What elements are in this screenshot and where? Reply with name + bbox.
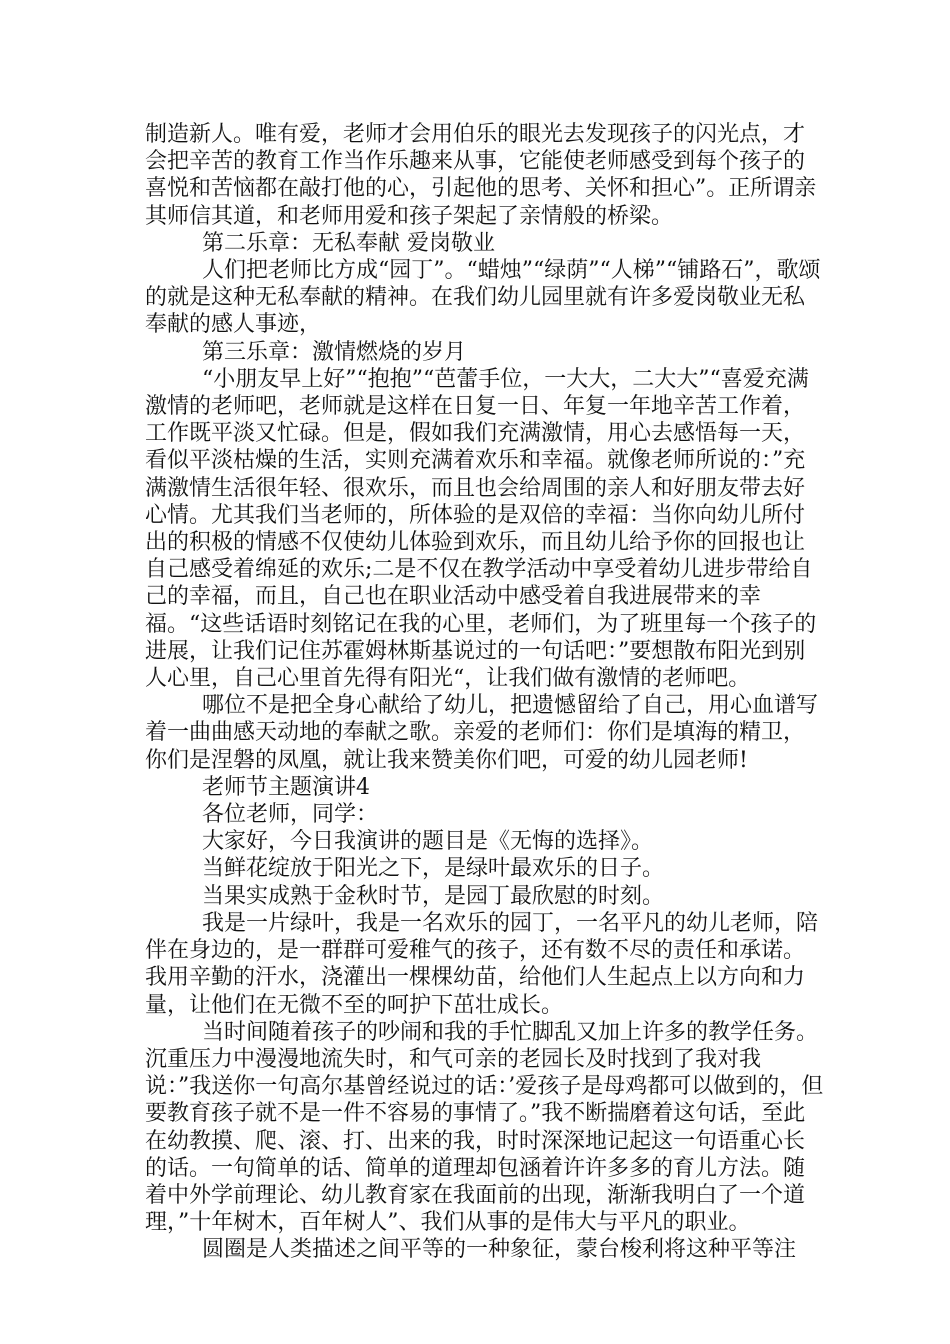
paragraph-10: 圆圈是人类描述之间平等的一种象征，蒙台梭利将这种平等注 xyxy=(202,1237,797,1263)
paragraph-3: “小朋友早上好”“抱抱”“芭蕾手位，一大大，二大大”“喜爱充满激情的老师吧，老师就是这样在日复一日、年复一年地辛苦工作着，工作既平淡又忙碌。但是，假如我们充满激情，用心去感悟每一天，看似平淡枯燥的生活，实则充满着欢乐和幸福。就像老师所说的：”充满激情生活很年轻、很欢乐，而且也会给周围的亲人和好朋友带去好心情。尤其我们当老师的，所体验的是双倍的幸福：当你向幼儿所付出的积极的情感不仅使幼儿体验到欢乐，而且幼儿给予你的回报也让自己感受着绵延的欢乐;二是不仅在教学活动中享受着幼儿进步带给自己的幸福，而且，自己也在职业活动中感受着自我进展带来的幸福。“这些话语时刻铭记在我的心里，老师们，为了班里每一个孩子的进展，让我们记住苏霍姆林斯基说过的一句话吧：”要想散布阳光到别人心里，自己心里首先得有阳光“，让我们做有激情的老师吧。 xyxy=(145,366,817,692)
paragraph-7: 当果实成熟于金秋时节，是园丁最欣慰的时刻。 xyxy=(202,883,665,909)
paragraph-4: 哪位不是把全身心献给了幼儿，把遗憾留给了自己，用心血谱写着一曲曲感天动地的奉献之歌。亲爱的老师们：你们是填海的精卫，你们是涅磐的凤凰，就让我来赞美你们吧，可爱的幼儿园老师! xyxy=(145,693,819,773)
document-body xyxy=(145,121,825,1264)
salutation: 各位老师，同学： xyxy=(202,802,379,828)
paragraph-9: 当时间随着孩子的吵闹和我的手忙脚乱又加上许多的教学任务。沉重压力中漫漫地流失时，和气可亲的老园长及时找到了我对我说：”我送你一句高尔基曾经说过的话：’爱孩子是母鸡都可以做到的，但要教育孩子就不是一件不容易的事情了。”我不断揣磨着这句话，至此在幼教摸、爬、滚、打、出来的我，时时深深地记起这一句语重心长的话。一句简单的话、简单的道理却包涵着许许多多的育儿方法。随着中外学前理论、幼儿教育家在我面前的出现，渐渐我明白了一个道理，”十年树木，百年树人”、我们从事的是伟大与平凡的职业。 xyxy=(145,1019,824,1236)
speech-title: 老师节主题演讲4 xyxy=(202,774,370,800)
paragraph-6: 当鲜花绽放于阳光之下，是绿叶最欢乐的日子。 xyxy=(202,856,665,882)
paragraph-2: 人们把老师比方成“园丁”。“蜡烛”“绿荫”“人梯”“铺路石”，歌颂的就是这种无私奉献的精神。在我们幼儿园里就有许多爱岗敬业无私奉献的感人事迹， xyxy=(145,258,821,338)
paragraph-5: 大家好，今日我演讲的题目是《无悔的选择》。 xyxy=(202,829,654,855)
paragraph-8: 我是一片绿叶，我是一名欢乐的园丁，一名平凡的幼儿老师，陪伴在身边的，是一群群可爱稚气的孩子，还有数不尽的责任和承诺。我用辛勤的汗水，浇灌出一棵棵幼苗，给他们人生起点上以方向和力量，让他们在无微不至的呵护下茁壮成长。 xyxy=(145,910,819,1018)
paragraph-1: 制造新人。唯有爱，老师才会用伯乐的眼光去发现孩子的闪光点，才会把辛苦的教育工作当作乐趣来从事，它能使老师感受到每个孩子的喜悦和苦恼都在敲打他的心，引起他的思考、关怀和担心”。正所谓亲其师信其道，和老师用爱和孩子架起了亲情般的桥梁。 xyxy=(145,122,817,229)
chapter-heading-3: 第三乐章：激情燃烧的岁月 xyxy=(202,339,467,365)
chapter-heading-2: 第二乐章：无私奉献 爱岗敬业 xyxy=(202,230,495,256)
